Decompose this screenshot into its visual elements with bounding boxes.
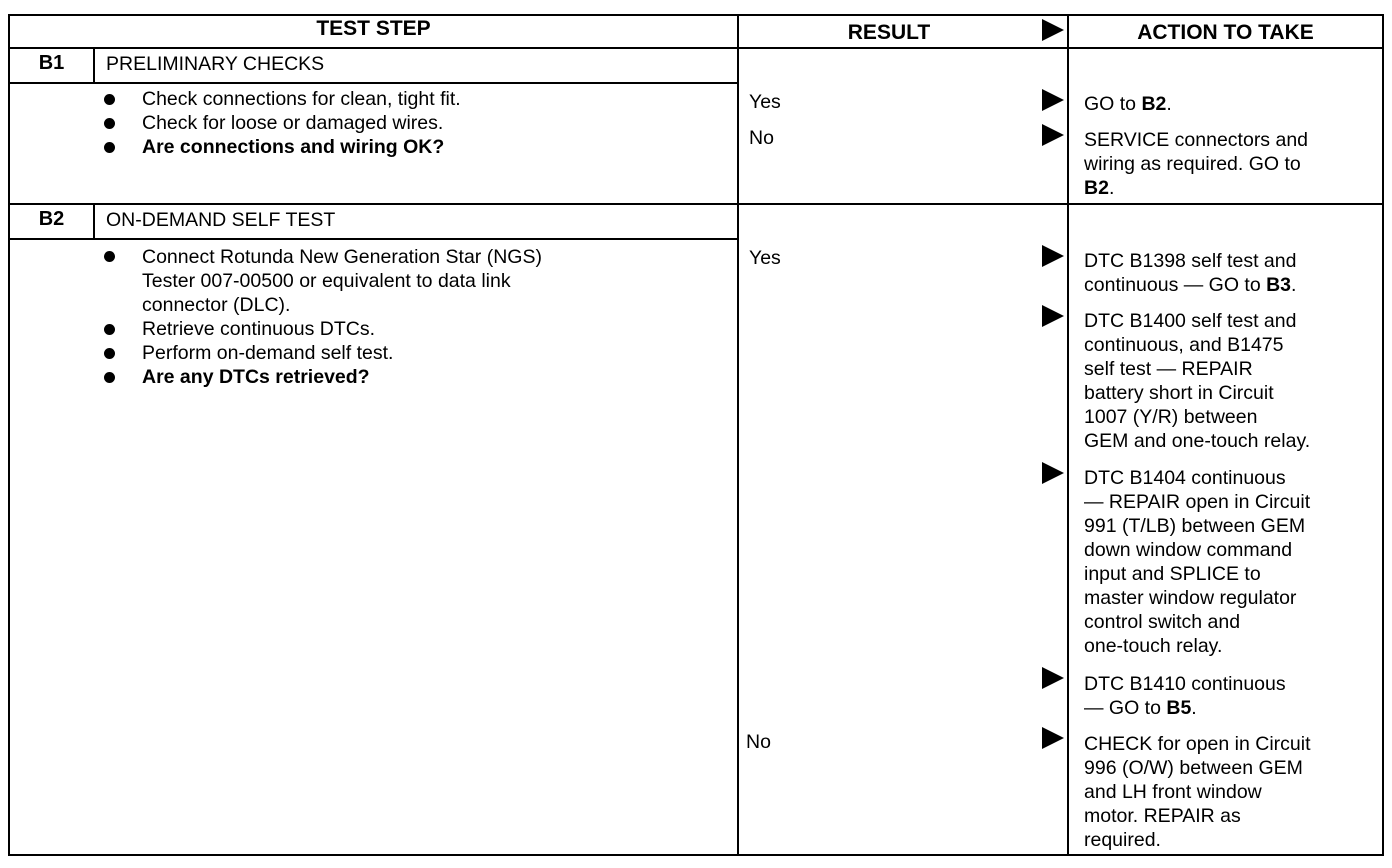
bullet-icon — [104, 348, 115, 359]
bullet-icon — [104, 142, 115, 153]
col-divider-result — [737, 14, 739, 856]
b2-bullet-1-line-3: connector (DLC). — [142, 294, 291, 316]
table-border-bottom — [8, 854, 1384, 856]
b2-action-1: DTC B1398 self test and continuous — GO to B3. — [1084, 250, 1297, 296]
b2-result-no: No — [746, 731, 771, 753]
step-title-b1: PRELIMINARY CHECKS — [106, 53, 325, 75]
b1-bullet-2: Check for loose or damaged wires. — [142, 112, 444, 134]
b1-yes-arrow-icon — [1042, 89, 1064, 111]
table-border-top — [8, 14, 1384, 16]
b1-title-bottom — [8, 82, 739, 84]
b1-no-arrow-icon — [1042, 124, 1064, 146]
b2-action-3: DTC B1404 continuous — REPAIR open in Circuit 991 (T/LB) between GEM down window command input and SPLICE to master window regulator control switch and one-touch relay. — [1084, 467, 1311, 657]
b1-result-no: No — [749, 127, 774, 149]
step-id-b2: B2 — [38, 208, 65, 230]
b2-action-1-arrow-icon — [1042, 245, 1064, 267]
b2-id-divider — [93, 203, 95, 239]
step-id-b1: B1 — [38, 52, 65, 74]
bullet-icon — [104, 372, 115, 383]
b1-action-no: SERVICE connectors and wiring as required. GO to B2. — [1084, 129, 1309, 199]
b2-action-4-arrow-icon — [1042, 667, 1064, 689]
b2-bullet-2: Retrieve continuous DTCs. — [142, 318, 376, 340]
b2-result-yes: Yes — [749, 247, 781, 269]
table-border-right — [1382, 14, 1384, 856]
b2-action-5-arrow-icon — [1042, 727, 1064, 749]
b2-action-4: DTC B1410 continuous — GO to B5. — [1084, 673, 1286, 719]
b1-action-yes: GO to B2. — [1084, 93, 1172, 115]
b2-action-3-arrow-icon — [1042, 462, 1064, 484]
b2-bullet-3: Perform on-demand self test. — [142, 342, 394, 364]
b1-id-divider — [93, 47, 95, 83]
bullet-icon — [104, 118, 115, 129]
header-action-to-take: ACTION TO TAKE — [1137, 21, 1314, 44]
b2-bullet-1-line-1: Connect Rotunda New Generation Star (NGS) — [142, 246, 542, 268]
bullet-icon — [104, 251, 115, 262]
b2-action-2: DTC B1400 self test and continuous, and B1475 self test — REPAIR battery short in Circuit 1007 (Y/R) between GEM and one-touch relay. — [1084, 310, 1311, 452]
b2-title-bottom — [8, 238, 739, 240]
b1-bullet-3: Are connections and wiring OK? — [142, 136, 445, 158]
b2-action-2-arrow-icon — [1042, 305, 1064, 327]
b2-bullet-1-line-2: Tester 007-00500 or equivalent to data link — [142, 270, 511, 292]
bullet-icon — [104, 324, 115, 335]
b1-bullet-1: Check connections for clean, tight fit. — [142, 88, 461, 110]
b2-bullet-4: Are any DTCs retrieved? — [142, 366, 370, 388]
b1-row-bottom — [8, 203, 1384, 205]
header-bottom-line — [8, 47, 1384, 49]
header-result: RESULT — [847, 21, 931, 44]
b2-action-5: CHECK for open in Circuit 996 (O/W) between GEM and LH front window motor. REPAIR as required. — [1084, 733, 1311, 851]
header-test-step: TEST STEP — [316, 17, 431, 40]
bullet-icon — [104, 94, 115, 105]
col-divider-action — [1067, 14, 1069, 856]
b1-result-yes: Yes — [749, 91, 781, 113]
step-title-b2: ON-DEMAND SELF TEST — [106, 209, 336, 231]
table-border-left — [8, 14, 10, 856]
header-arrow-icon — [1042, 19, 1064, 41]
